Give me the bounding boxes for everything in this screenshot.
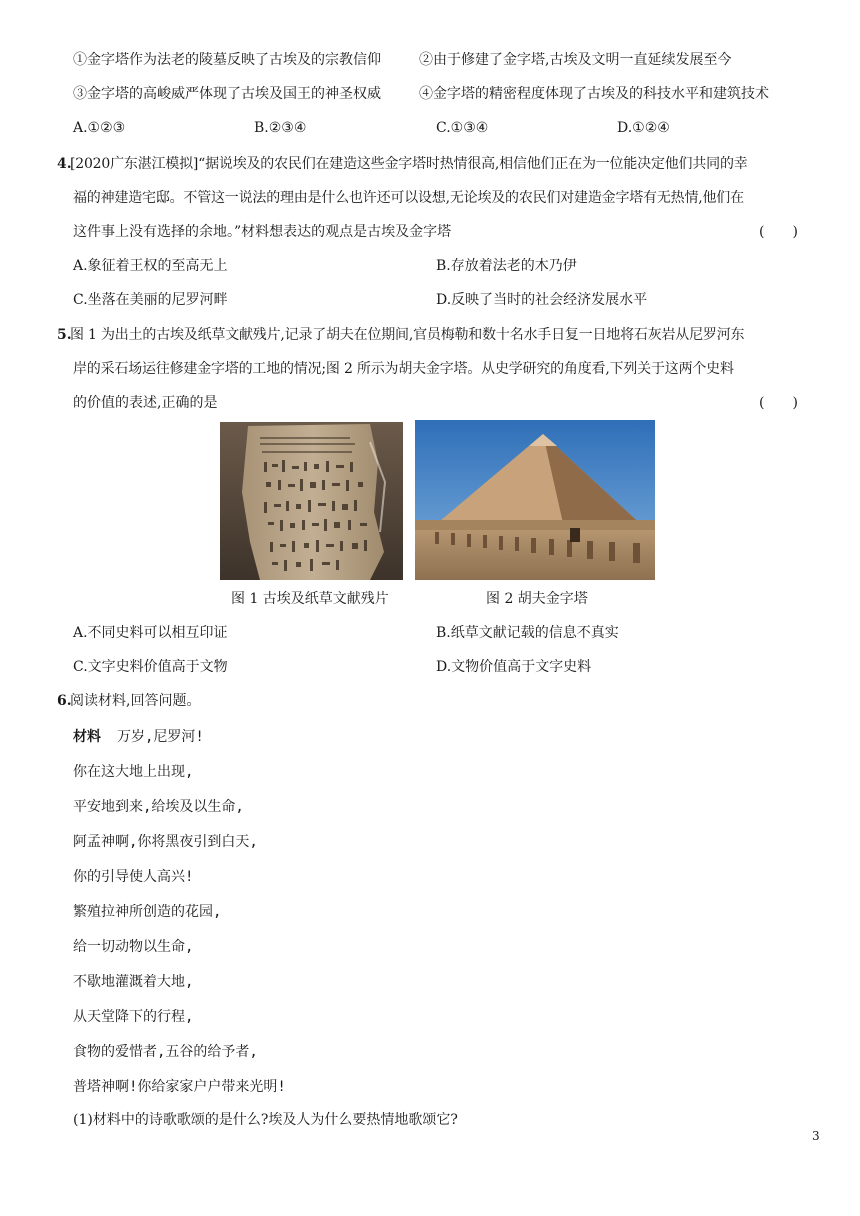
q4-option-b: B.存放着法老的木乃伊 — [436, 258, 577, 274]
q4-line-3: 这件事上没有选择的余地。”材料想表达的观点是古埃及金字塔 — [73, 224, 452, 240]
figure-1-caption: 图 1 古埃及纸草文献残片 — [231, 591, 389, 607]
statement-2: ②由于修建了金字塔,古埃及文明一直延续发展至今 — [419, 52, 732, 68]
page-number: 3 — [812, 1129, 820, 1143]
q5-option-a: A.不同史料可以相互印证 — [73, 625, 228, 641]
material-label: 材料 — [73, 729, 101, 745]
q5-option-c: C.文字史料价值高于文物 — [73, 659, 228, 675]
poem-line-2: 你在这大地上出现, — [73, 764, 194, 780]
q6-intro: 阅读材料,回答问题。 — [70, 693, 201, 709]
khufu-pyramid-image — [415, 420, 655, 580]
prev-option-c: C.①③④ — [436, 120, 489, 136]
q6-number: 6. — [57, 693, 72, 709]
q4-line-2: 福的神建造宅邸。不管这一说法的理由是什么也许还可以设想,无论埃及的农民们对建造金字塔有无热情,他们在 — [73, 190, 744, 206]
q6-subquestion-1: (1)材料中的诗歌歌颂的是什么?埃及人为什么要热情地歌颂它? — [73, 1112, 458, 1128]
poem-line-4: 阿孟神啊,你将黑夜引到白天, — [73, 834, 258, 850]
poem-line-1: 万岁,尼罗河! — [117, 729, 204, 745]
poem-line-8: 不歇地灌溉着大地, — [73, 974, 194, 990]
q5-line-1: 图 1 为出土的古埃及纸草文献残片,记录了胡夫在位期间,官员梅勒和数十名水手日复一日地将石灰岩从尼罗河东 — [70, 327, 745, 343]
statement-1: ①金字塔作为法老的陵墓反映了古埃及的宗教信仰 — [73, 52, 381, 68]
poem-line-6: 繁殖拉神所创造的花园, — [73, 904, 222, 920]
prev-option-b: B.②③④ — [254, 120, 307, 136]
q5-option-b: B.纸草文献记载的信息不真实 — [436, 625, 619, 641]
q4-line-1: [2020广东湛江模拟]“据说埃及的农民们在建造这些金字塔时热情很高,相信他们正在为一位能决定他们共同的幸 — [70, 156, 748, 172]
papyrus-fragment-image — [220, 422, 403, 580]
figure-2-caption: 图 2 胡夫金字塔 — [486, 591, 588, 607]
poem-line-9: 从天堂降下的行程, — [73, 1009, 194, 1025]
q4-number: 4. — [57, 156, 72, 172]
statement-3: ③金字塔的高峻威严体现了古埃及国王的神圣权威 — [73, 86, 381, 102]
q4-option-d: D.反映了当时的社会经济发展水平 — [436, 292, 648, 308]
prev-option-a: A.①②③ — [73, 120, 126, 136]
q5-number: 5. — [57, 327, 72, 343]
q5-line-3: 的价值的表述,正确的是 — [73, 395, 218, 411]
prev-option-d: D.①②④ — [617, 120, 670, 136]
statement-4: ④金字塔的精密程度体现了古埃及的科技水平和建筑技术 — [419, 86, 769, 102]
q4-option-c: C.坐落在美丽的尼罗河畔 — [73, 292, 228, 308]
poem-line-11: 普塔神啊!你给家家户户带来光明! — [73, 1079, 286, 1095]
poem-line-7: 给一切动物以生命, — [73, 939, 194, 955]
poem-line-10: 食物的爱惜者,五谷的给予者, — [73, 1044, 258, 1060]
q5-line-2: 岸的采石场运往修建金字塔的工地的情况;图 2 所示为胡夫金字塔。从史学研究的角度看,下列关于这两个史料 — [73, 361, 734, 377]
q5-answer-paren[interactable]: ( ) — [759, 395, 798, 411]
poem-line-5: 你的引导使人高兴! — [73, 869, 194, 885]
q4-answer-paren[interactable]: ( ) — [759, 224, 798, 240]
q4-option-a: A.象征着王权的至高无上 — [73, 258, 228, 274]
poem-line-3: 平安地到来,给埃及以生命, — [73, 799, 244, 815]
q5-option-d: D.文物价值高于文字史料 — [436, 659, 592, 675]
